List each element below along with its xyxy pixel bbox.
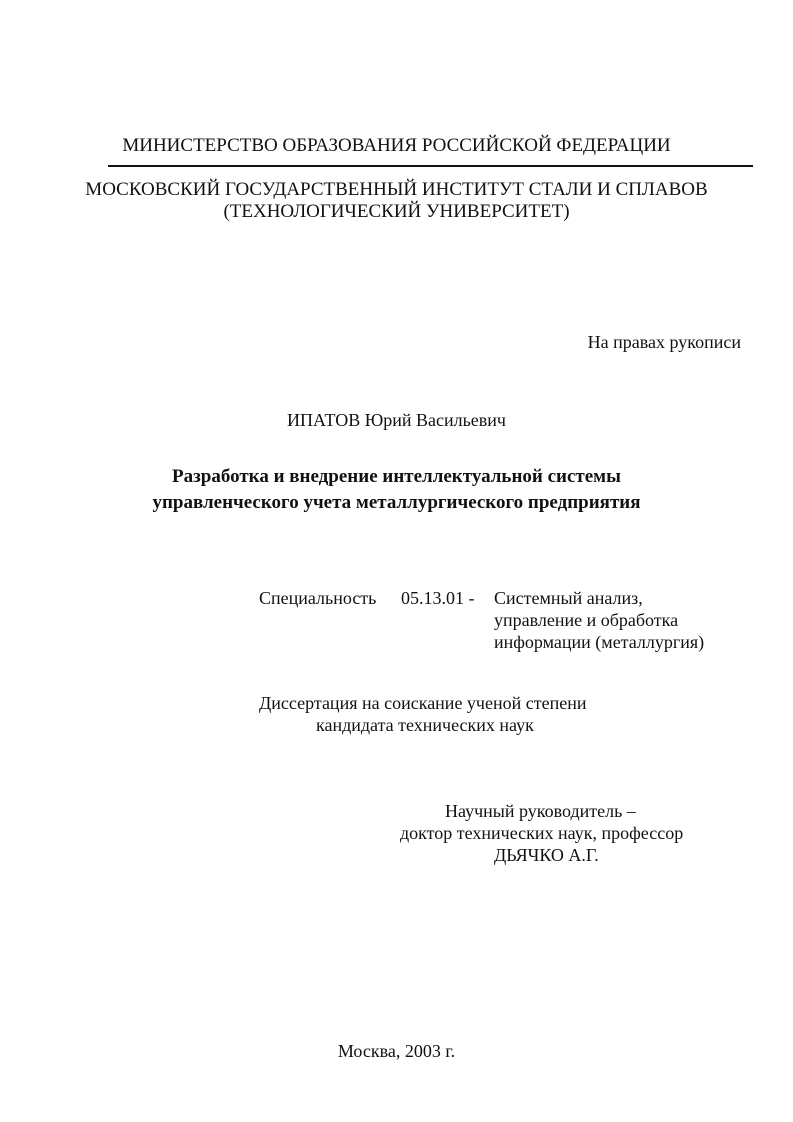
header-divider (108, 165, 753, 167)
rights-note: На правах рукописи (587, 332, 741, 352)
place-year: Москва, 2003 г. (337, 1041, 456, 1061)
dissertation-title-line1: Разработка и внедрение интеллектуальной системы (172, 466, 621, 487)
specialty-label: Специальность (259, 588, 377, 608)
supervisor-line2: доктор технических наук, профессор (400, 823, 684, 843)
author-name: ИПАТОВ Юрий Васильевич (287, 410, 506, 430)
degree-line1: Диссертация на соискание ученой степени (259, 693, 587, 713)
specialty-code: 05.13.01 - (401, 588, 475, 608)
specialty-name-line3: информации (металлургия) (494, 632, 705, 652)
ministry-heading: МИНИСТЕРСТВО ОБРАЗОВАНИЯ РОССИЙСКОЙ ФЕДЕРАЦИИ (122, 135, 671, 156)
degree-line2: кандидата технических наук (316, 715, 534, 735)
supervisor-name: ДЬЯЧКО А.Г. (494, 845, 599, 865)
dissertation-title-line2: управленческого учета металлургического предприятия (152, 492, 641, 513)
institute-name-line2: (ТЕХНОЛОГИЧЕСКИЙ УНИВЕРСИТЕТ) (223, 201, 570, 222)
specialty-name-line1: Системный анализ, (494, 588, 643, 608)
institute-name-line1: МОСКОВСКИЙ ГОСУДАРСТВЕННЫЙ ИНСТИТУТ СТАЛИ И СПЛАВОВ (85, 179, 708, 200)
supervisor-line1: Научный руководитель – (445, 801, 636, 821)
specialty-name-line2: управление и обработка (494, 610, 679, 630)
